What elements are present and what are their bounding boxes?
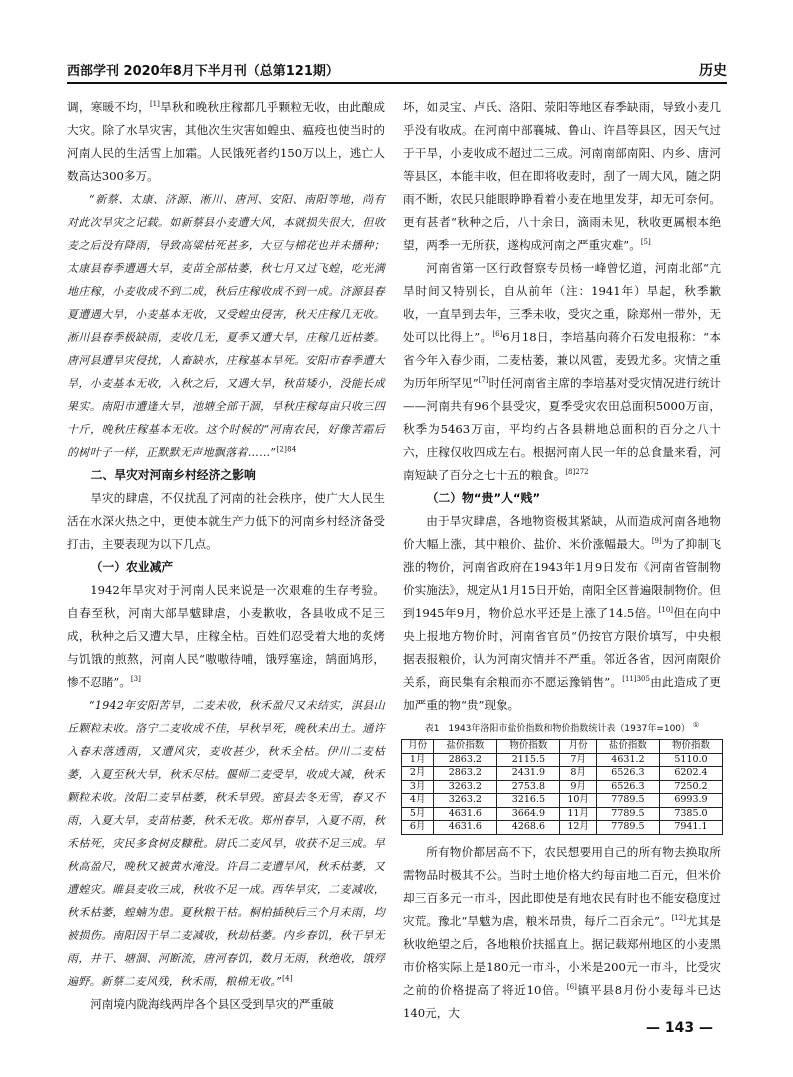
- table-cell: 7789.5: [596, 807, 659, 821]
- table-cell: 6526.3: [596, 780, 659, 794]
- table-cell: 5月: [402, 807, 434, 821]
- citation: [5]: [640, 238, 651, 247]
- table-cell: 3263.2: [434, 780, 497, 794]
- table-cell: 6202.4: [659, 767, 722, 781]
- table-row: [402, 767, 723, 781]
- header-rule: [67, 82, 727, 84]
- citation: [8]272: [565, 468, 589, 477]
- block-quote: “新蔡、太康、济源、淅川、唐河、安阳、南阳等地，尚有对此次旱灾之记载。如新蔡县小麦遭大风，本就损失很大，但收麦之后没有降雨，导致高粱枯死甚多，大豆与棉花也并未播种；太康县春季遭遇大旱，麦苗全部枯萎，秋七月又过飞蝗，吃光满地庄稼，小麦收成不到二成，秋后庄稼收成不到一成。济源县春夏遭遇大旱，小麦基本无收，又受蝗虫侵害，秋天庄稼几无收。淅川县春季极缺雨，麦收几无，夏季又遭大旱，庄稼几近枯萎。唐河县遭旱灾侵扰，人畜缺水，庄稼基本旱死。安阳市春季遭大旱，小麦基本无收，入秋之后，又遇大旱，秋苗矮小，没能长成果实。南阳市遭逢大旱，池塘全部干涸，旱秋庄稼每亩只收三四十斤，晚秋庄稼基本无收。这个时候的“河南农民，好像苦霜后的树叶子一样，正默默无声地飘落着……”$^{[2]84}$: [67, 193, 385, 459]
- table-cell: 7250.2: [659, 780, 722, 794]
- table-cell: 7385.0: [659, 807, 722, 821]
- section-label: 历史: [699, 63, 727, 79]
- table-header-cell: 物价指数: [497, 740, 560, 754]
- table-cell: 3263.2: [434, 794, 497, 808]
- paragraph: 坏，如灵宝、卢氏、洛阳、荥阳等地区春季缺雨，导致小麦几乎没有收成。在河南中部襄城、鲁山、许昌等县区，因天气过于干旱，小麦收成不超过二三成。河南南部南阳、内乡、唐河等县区，本能丰收，但在即将收麦时，刮了一周大风，随之阴雨不断，农民只能眼睁睁看着小麦在地里发芽，却无可奈何。更有甚者“秋种之后，八十余日，滴雨未见，秋收更属根本绝望，两季一无所获，遂构成河南之严重灾难”。[5]: [403, 100, 721, 252]
- citation: [1]: [149, 100, 160, 109]
- table-cell: 7941.1: [659, 821, 722, 835]
- paragraph: 调，寒暖不均，[1]旱秋和晚秋庄稼都几乎颗粒无收，由此酿成大灾。除了水旱灾害，其他次生灾害如蝗虫、瘟疫也使当时的河南人民的生活雪上加霜。人民饿死者约150万以上，逃亡人数高达300多万。: [67, 100, 385, 183]
- section-heading: 二、旱灾对河南乡村经济之影响: [90, 468, 256, 482]
- table-cell: 2431.9: [497, 767, 560, 781]
- citation: [12]: [671, 913, 686, 922]
- table-header-cell: 物价指数: [659, 740, 722, 754]
- table-cell: 4631.2: [596, 753, 659, 767]
- table-cell: 5110.0: [659, 753, 722, 767]
- table-caption: 表1 1943年洛阳市盐价指数和物价指数统计表（1937年=100） ①: [424, 721, 700, 734]
- table-header-cell: 月份: [560, 740, 597, 754]
- table-cell: 12月: [560, 821, 597, 835]
- table-cell: 2863.2: [434, 753, 497, 767]
- table-cell: 7789.5: [596, 794, 659, 808]
- journal-title: 西部学刊 2020年8月下半月刊（总第121期）: [67, 64, 339, 79]
- table-cell: 9月: [560, 780, 597, 794]
- citation: [4]: [282, 974, 293, 983]
- table-cell: 6526.3: [596, 767, 659, 781]
- table-cell: 4631.6: [434, 821, 497, 835]
- citation: [9]: [651, 537, 662, 546]
- table-cell: 6月: [402, 821, 434, 835]
- paragraph: 1942年旱灾对于河南人民来说是一次艰难的生存考验。自春至秋，河南大部旱魃肆虐，小麦歉收，各县收成不足三成，秋种之后又遭大旱，庄稼全枯。百姓们忍受着大地的炙烤与饥饿的煎熬，河南人民“嗷嗷待哺，饿殍塞途，鹄面鸠形，惨不忍睹”。[3]: [67, 583, 385, 689]
- table-cell: 7789.5: [596, 821, 659, 835]
- table-header-cell: 月份: [402, 740, 434, 754]
- block-quote: “1942年安阳苦旱，二麦未收，秋禾盈尺又未结实，淇县山丘颗粒未收。洛宁二麦收成不佳，早秋旱死，晚秋未出土。通许入春未落透雨，又遭风灾，麦收甚少，秋禾全枯。伊川二麦枯萎，入夏至秋大旱，秋禾尽枯。偃师二麦受旱，收成大减，秋禾颗粒未收。汝阳二麦旱枯萎，秋禾旱毁。密县去冬无雪，春又不雨，入夏大旱，麦苗枯萎，秋禾无收。郑州春旱，入夏不雨，秋禾枯死，灾民多食树皮糠秕。尉氏二麦风旱，收获不足三成。早秋高盈尺，晚秋又被黄水淹没。许昌二麦遭旱风，秋禾枯萎，又遭蝗灾。睢县麦收三成，秋收不足一成。西华旱灾，二麦减收，秋禾枯萎，蝗蝻为患。夏秋粮干枯。桐柏插秧后三个月未雨，均被损伤。南阳因干旱二麦减收，秋劫枯萎。内乡春饥，秋干旱无雨，井干、塘涸、河断流，唐河春饥，数月无雨，秋绝收，饿殍遍野。新蔡二麦风残，秋禾雨，粮棉无收。”[4]: [67, 699, 385, 988]
- right-column: [403, 96, 721, 1025]
- table-cell: 8月: [560, 767, 597, 781]
- table-body: [402, 753, 723, 834]
- paragraph: 所有物价都居高不下，农民想要用自己的所有物去换取所需物品时极其不公。当时土地价格大约每亩地二百元，但米价却三百多元一市斗，因此即使是有地农民有时也不能安稳度过灾荒。豫北“旱魃为虐，粮米昂贵，每斤二百余元”。[12]尤其是秋收绝望之后，各地粮价扶摇直上。据记载郑州地区的小麦黑市价格实际上是180元一市斗，小米是200元一市斗，比受灾之前的价格提高了将近10倍。[6]镇平县8月份小麦每斗已达140元，大: [403, 844, 721, 1020]
- table-cell: 2月: [402, 767, 434, 781]
- table-cell: 11月: [560, 807, 597, 821]
- table-cell: 2863.2: [434, 767, 497, 781]
- citation: [7]: [478, 376, 489, 385]
- subsection-heading: （一）农业减产: [90, 560, 174, 574]
- table-cell: 7月: [560, 753, 597, 767]
- table-cell: 4268.6: [497, 821, 560, 835]
- citation: [11]305: [622, 675, 650, 684]
- table-cell: 2753.8: [497, 780, 560, 794]
- left-column: [67, 96, 385, 1016]
- paragraph: 河南省第一区行政督察专员杨一峰曾忆道，河南北部“亢旱时间又特别长，自从前年（注：1941年）旱起，秋季歉收，一直旱到去年，三季未收，受灾之重，除郑州一带外，无处可以比得上”。[6]6月18日，李培基向蒋介石发电报称：“本省今年入春少雨，二麦枯萎，兼以风雹，麦毁尤多。灾情之重为历年所罕见”[7]时任河南省主席的李培基对受灾情况进行统计——河南共有96个县受灾，夏季受灾农田总面积5000万亩，秋季为5463万亩，平均约占各县耕地总面积的百分之八十六，庄稼仅收四成左右。根据河南人民一年的总食量来看，河南短缺了百分之七十五的粮食。$^{[8]272}$: [403, 261, 721, 482]
- table-cell: 1月: [402, 753, 434, 767]
- table-row: [402, 794, 723, 808]
- table-cell: 3月: [402, 780, 434, 794]
- page-number: — 143 —: [646, 1020, 713, 1036]
- table-cell: 3216.5: [497, 794, 560, 808]
- table-row: [402, 753, 723, 767]
- subsection-heading: （二）物“贵”人“贱”: [426, 491, 541, 505]
- price-index-table: [401, 739, 723, 835]
- citation: [10]: [658, 606, 674, 615]
- table-cell: 3664.9: [497, 807, 560, 821]
- citation: [6]: [566, 982, 577, 991]
- citation: [2]84: [276, 445, 297, 454]
- table-header-cell: 盐价指数: [596, 740, 659, 754]
- table-cell: 2115.5: [497, 753, 560, 767]
- table-cell: 4月: [402, 794, 434, 808]
- table-header-cell: 盐价指数: [434, 740, 497, 754]
- table-row: [402, 821, 723, 835]
- table-cell: 6993.9: [659, 794, 722, 808]
- citation: [3]: [130, 675, 141, 684]
- table-cell: 4631.6: [434, 807, 497, 821]
- table-row: [402, 807, 723, 821]
- table-cell: 10月: [560, 794, 597, 808]
- citation: [6]: [492, 330, 503, 339]
- table-header-row: [402, 740, 723, 754]
- paragraph: 河南境内陇海线两岸各个县区受到旱灾的严重破: [90, 997, 334, 1011]
- page-header: [67, 58, 727, 88]
- paragraph: 由于旱灾肆虐，各地物资极其紧缺，从而造成河南各地物价大幅上涨，其中粮价、盐价、米价涨幅最大。[9]为了抑制飞涨的物价，河南省政府在1943年1月9日发布《河南省管制物价实施法》，规定从1月15日开始，南阳全区普遍限制物价。但到1945年9月，物价总水平还是上涨了14.5倍。[10]但在向中央上报地方物价时，河南省官员“仍按官方限价填写，中央根据表报粮价，认为河南灾情并不严重。邻近各省，因河南限价关系，商民集有余粮而亦不愿运豫销售”。$^{[11]305}$由此造成了更加严重的物“贵”现象。: [403, 514, 721, 712]
- paragraph: 旱灾的肆虐，不仅扰乱了河南的社会秩序，使广大人民生活在水深火热之中，更使本就生产力低下的河南乡村经济备受打击，主要表现为以下几点。: [67, 491, 385, 551]
- table-row: [402, 780, 723, 794]
